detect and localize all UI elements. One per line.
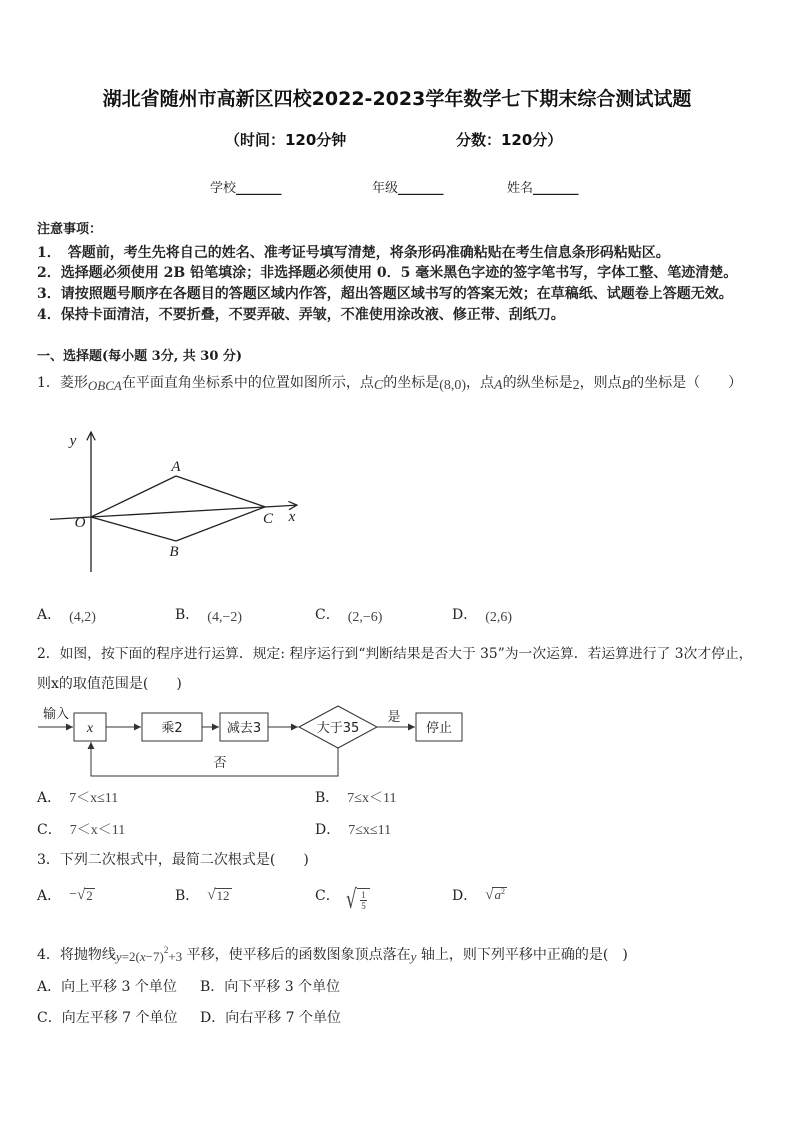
point-a-label: A	[171, 459, 181, 475]
q4-option-c: C．向左平移 7 个单位	[37, 1010, 178, 1026]
radicand: 2	[86, 888, 93, 903]
y-axis-label: y	[69, 433, 77, 449]
q4-eq-part: +3	[168, 949, 183, 964]
q3-option-d	[452, 883, 507, 907]
q3-option-c	[315, 883, 370, 917]
q2-stem-line-2: 则x的取值范围是( )	[37, 676, 182, 692]
option-letter: B．	[315, 790, 340, 806]
flow-no-label: 否	[213, 756, 227, 771]
q1-option-c	[315, 605, 382, 626]
q2-option-d	[315, 820, 391, 841]
q1-option-a	[37, 605, 96, 626]
q4-var-y: y	[410, 949, 417, 964]
rhombus-side-oa	[91, 476, 176, 517]
origin-label: O	[74, 515, 86, 531]
option-letter: D．	[452, 888, 478, 904]
q1-option-b	[175, 605, 242, 626]
option-letter: C．	[315, 607, 340, 623]
option-value: (2,6)	[485, 610, 513, 625]
option-letter: D．	[315, 822, 341, 838]
q1-stem-text: 在平面直角坐标系中的位置如图所示，点	[121, 375, 374, 391]
notice-item-4: 4．保持卡面清洁，不要折叠，不要弄破、弄皱，不准使用涂改液、修正带、刮纸刀。	[37, 307, 565, 323]
q4-option-b: B．向下平移 3 个单位	[200, 979, 341, 995]
radical-sign: √	[77, 887, 86, 903]
notice-item-3: 3．请按照题号顺序在各题目的答题区域内作答，超出答题区域书写的答案无效；在草稿纸、试题卷上答题无效。	[37, 286, 733, 302]
q1-stem	[37, 373, 742, 394]
option-expression	[485, 886, 507, 904]
q2-option-a	[37, 788, 118, 809]
denominator: 5	[361, 901, 366, 911]
q1-stem-text: 的坐标是	[383, 375, 440, 391]
field-name	[507, 180, 579, 198]
flow-variable: x	[86, 721, 94, 736]
q4-eq-y: y	[115, 949, 122, 964]
field-name-blank: _______	[533, 181, 579, 196]
field-grade-blank: _______	[398, 181, 444, 196]
q1-stem-text: 的纵坐标是	[502, 375, 573, 391]
radicand-base: a	[494, 887, 501, 902]
exam-score: 分数：120分）	[456, 131, 563, 149]
option-letter: B．	[175, 607, 200, 623]
q4-eq-x: x	[139, 949, 146, 964]
radicand: 12	[216, 888, 230, 903]
exam-title: 湖北省随州市高新区四校2022-2023学年数学七下期末综合测试试题	[102, 88, 692, 110]
q1-rhombus-label: OBCA	[87, 378, 122, 393]
q3-stem: 3．下列二次根式中，最简二次根式是( )	[37, 852, 309, 868]
field-name-label: 姓名	[507, 181, 534, 196]
option-expression	[69, 887, 95, 903]
option-letter: A．	[37, 607, 62, 623]
q2-option-c	[37, 820, 125, 841]
q4-eq-exponent: 2	[163, 945, 169, 955]
flow-step-subtract: 减去3	[226, 721, 262, 736]
option-value: (2,−6)	[347, 610, 383, 625]
option-value: 7≤x＜11	[347, 791, 397, 806]
q4-eq-part: −7)	[145, 949, 164, 964]
option-value: 7＜x＜11	[69, 823, 126, 838]
radical-sign: √	[485, 887, 494, 903]
option-letter: A．	[37, 888, 62, 904]
fraction	[357, 888, 370, 911]
flow-yes-label: 是	[387, 710, 401, 725]
q1-stem-text: ，则点	[579, 375, 622, 391]
q2-stem-line-1: 2．如图，按下面的程序进行运算．规定: 程序运行到“判断结果是否大于 35”为一次运算．若运算进行了 3次才停止，	[37, 646, 753, 662]
q4-option-d: D．向右平移 7 个单位	[200, 1010, 342, 1026]
q2-option-b	[315, 788, 396, 809]
section-heading: 一、选择题(每小题 3分, 共 30 分)	[37, 349, 243, 364]
q1-coord-c: (8,0)	[439, 378, 467, 393]
point-c-label: C	[262, 511, 274, 527]
option-value: 7＜x≤11	[69, 791, 119, 806]
option-value: (4,2)	[69, 610, 96, 625]
field-school-label: 学校	[210, 181, 237, 196]
notice-item-2: 2．选择题必须使用 2B 铅笔填涂；非选择题必须使用 0．5 毫米黑色字迹的签字笔书写，字体工整、笔迹清楚。	[37, 265, 738, 281]
option-expression	[207, 887, 231, 903]
notice-item-1: 1． 答题前，考生先将自己的姓名、准考证号填写清楚，将条形码准确粘贴在考生信息条形码粘贴区。	[37, 245, 670, 261]
x-axis-label: x	[288, 509, 296, 525]
q3-option-a	[37, 883, 95, 907]
q1-stem-lead: 1．菱形	[37, 375, 88, 391]
q1-point-c: C	[373, 378, 384, 393]
field-grade-label: 年级	[372, 181, 399, 196]
q3-option-b	[175, 883, 232, 907]
q2-flowchart	[30, 700, 475, 785]
q1-stem-text: ，点	[466, 375, 495, 391]
option-letter: B．	[175, 888, 200, 904]
flow-stop: 停止	[425, 721, 453, 736]
option-letter: C．	[315, 888, 340, 904]
flow-input-label: 输入	[42, 707, 70, 722]
option-value: 7≤x≤11	[348, 823, 392, 838]
q4-eq-part: =2(	[121, 949, 140, 964]
numerator: 1	[361, 890, 366, 900]
q4-stem-lead: 4．将抛物线	[37, 947, 116, 963]
field-school-blank: _______	[236, 181, 282, 196]
rhombus-side-cb	[176, 507, 265, 541]
q4-stem-text: 轴上，则下列平移中正确的是( )	[416, 947, 628, 963]
q1-a-ordinate: 2	[572, 378, 580, 393]
rhombus-side-bo	[91, 517, 176, 541]
q1-option-d	[452, 605, 512, 626]
radical-sign: √	[345, 885, 357, 915]
rhombus-side-ac	[176, 476, 265, 507]
radicand	[492, 887, 507, 904]
option-letter: C．	[37, 822, 62, 838]
field-grade	[372, 180, 444, 198]
q4-option-a: A．向上平移 3 个单位	[37, 979, 177, 995]
q1-rhombus-figure	[40, 425, 310, 575]
flow-check: 大于35	[316, 721, 360, 736]
minus-sign: −	[69, 887, 78, 902]
option-value: (4,−2)	[207, 610, 243, 625]
q1-point-b: B	[621, 378, 631, 393]
q1-point-a: A	[494, 378, 503, 393]
radicand-exponent: 2	[500, 887, 505, 896]
option-letter: A．	[37, 790, 62, 806]
q4-stem-text: 平移，使平移后的函数图象顶点落在	[182, 947, 411, 963]
point-b-label: B	[169, 544, 179, 560]
notice-heading: 注意事项：	[37, 222, 103, 237]
field-school	[210, 180, 282, 198]
q1-stem-text: 的坐标是（ ）	[630, 375, 743, 391]
radical-sign: √	[207, 887, 216, 903]
q4-stem	[37, 945, 628, 966]
flow-step-multiply: 乘2	[161, 721, 183, 736]
x-axis	[50, 505, 297, 519]
exam-time: （时间：120分钟	[225, 131, 347, 149]
option-letter: D．	[452, 607, 478, 623]
